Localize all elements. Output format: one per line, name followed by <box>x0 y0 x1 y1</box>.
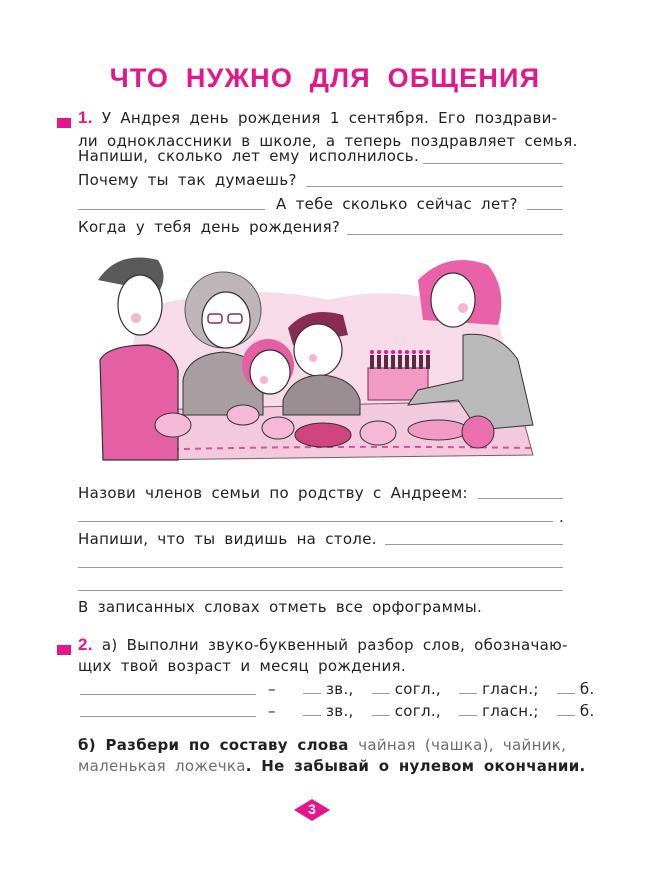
period: . <box>559 508 565 526</box>
count-vowels-field[interactable] <box>459 681 477 694</box>
count-consonants-field[interactable] <box>372 681 390 694</box>
answer-line-why-2[interactable] <box>78 209 265 210</box>
count-letters-field[interactable] <box>557 703 575 716</box>
answer-line-family-2[interactable] <box>78 521 553 522</box>
task2-part-b-line-2: маленькая ложечка. Не забывай о нулевом окончании. <box>78 757 586 775</box>
answer-line-table-1[interactable] <box>385 544 563 545</box>
task2-part-b-line-1: б) Разбери по составу слова чайная (чашка), чайник, <box>78 736 567 754</box>
task2-line-2: щих твой возраст и месяц рождения. <box>78 657 406 675</box>
answer-line-word-2[interactable] <box>80 716 256 717</box>
question-why: Почему ты так думаешь? <box>78 171 297 189</box>
count-consonants-field[interactable] <box>372 703 390 716</box>
task2-number: 2. <box>78 635 93 654</box>
task1-line-1: 1. У Андрея день рождения 1 сентября. Его поздрави- <box>78 108 558 127</box>
question-your-age: А тебе сколько сейчас лет? <box>276 195 518 213</box>
answer-line-age[interactable] <box>423 163 563 164</box>
count-vowels-field[interactable] <box>459 703 477 716</box>
analysis-row-2: – зв., согл., гласн.; б. <box>268 702 595 720</box>
task1-line-2: ли одноклассники в школе, а теперь поздравляет семья. <box>78 132 578 150</box>
task1-number: 1. <box>78 108 93 127</box>
analysis-row-1: – зв., согл., гласн.; б. <box>268 680 595 698</box>
task2-line-1: 2. а) Выполни звуко-буквенный разбор слов, обозначаю- <box>78 635 568 654</box>
task-marker-icon <box>57 645 71 655</box>
count-sounds-field[interactable] <box>303 703 321 716</box>
page-number-badge: 3 <box>294 799 330 821</box>
instruction-spelling: В записанных словах отметь все орфограммы. <box>78 598 483 616</box>
answer-line-table-3[interactable] <box>78 590 563 591</box>
count-sounds-field[interactable] <box>303 681 321 694</box>
question-your-birthday: Когда у тебя день рождения? <box>78 218 341 236</box>
answer-line-word-1[interactable] <box>80 694 256 695</box>
answer-line-your-age[interactable] <box>527 209 563 210</box>
count-letters-field[interactable] <box>557 681 575 694</box>
page-title: ЧТО НУЖНО ДЛЯ ОБЩЕНИЯ <box>109 63 541 93</box>
answer-line-why-1[interactable] <box>306 186 563 187</box>
answer-line-table-2[interactable] <box>78 567 563 568</box>
question-table: Напиши, что ты видишь на столе. <box>78 530 377 548</box>
answer-line-your-birthday[interactable] <box>347 234 563 235</box>
task-marker-icon <box>57 118 71 128</box>
family-birthday-illustration <box>78 250 568 468</box>
task1-line-3: Напиши, сколько лет ему исполнилось. <box>78 147 420 165</box>
answer-line-family-1[interactable] <box>478 498 563 499</box>
question-family: Назови членов семьи по родству с Андреем: <box>78 484 468 502</box>
